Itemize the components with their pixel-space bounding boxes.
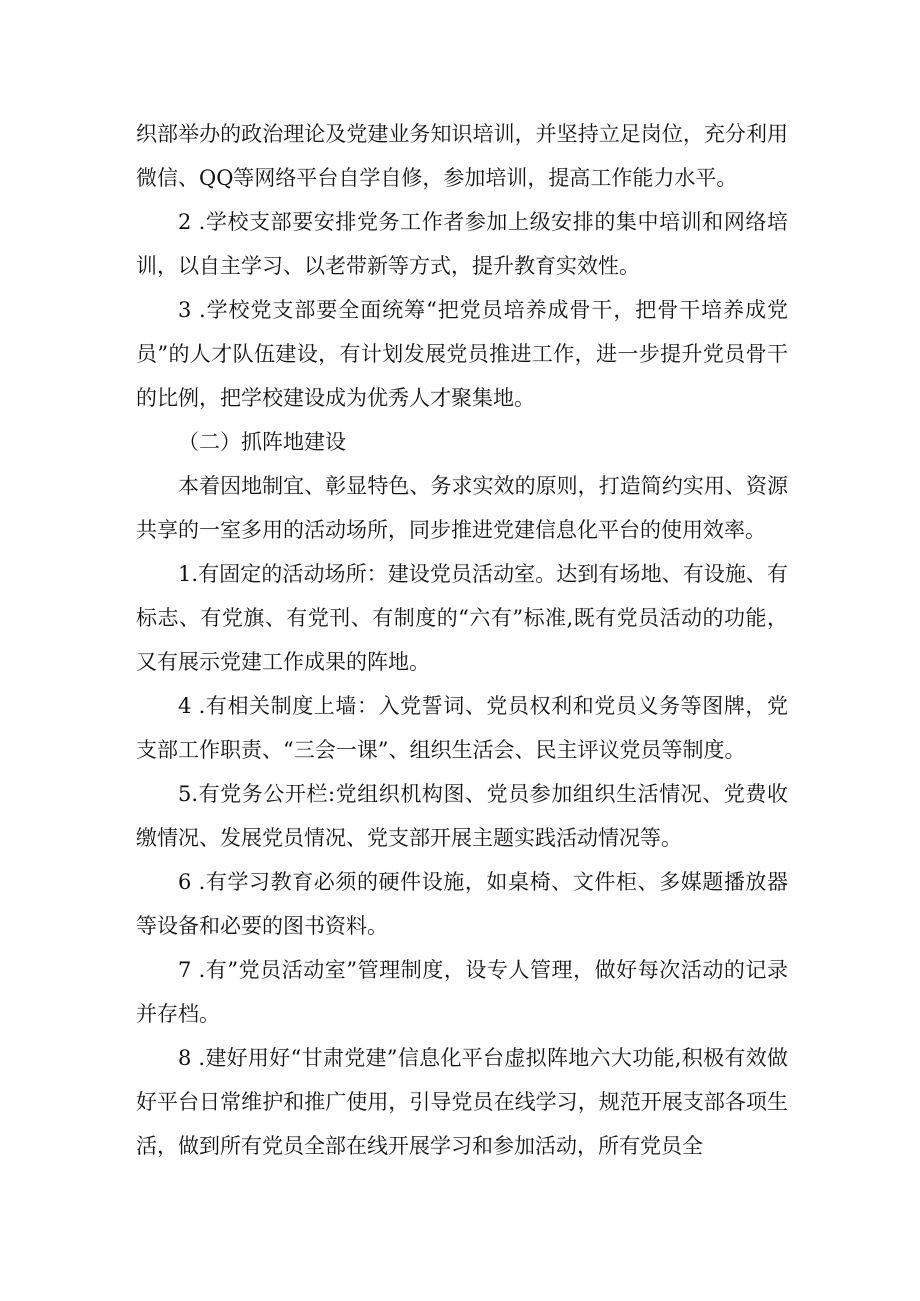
paragraph-item-2: 2 .学校支部要安排党务工作者参加上级安排的集中培训和网络培训，以自主学习、以老带新等方式，提升教育实效性。 [136,210,788,278]
paragraph-item-6-facilities: 6 .有学习教育必须的硬件设施，如桌椅、文件柜、多媒题播放器等设备和必要的图书资料。 [136,870,788,938]
paragraph-item-5-board: 5.有党务公开栏:党组织机构图、党员参加组织生活情况、党费收缴情况、发展党员情况、党支部开展主题实践活动情况等。 [136,782,788,850]
section-heading-position-building: （二）抓阵地建设 [178,430,346,454]
paragraph-item-7-management: 7 .有”党员活动室”管理制度，设专人管理，做好每次活动的记录并存档。 [136,958,788,1026]
paragraph-item-1-venue: 1.有固定的活动场所：建设党员活动室。达到有场地、有设施、有标志、有党旗、有党刊、有制度的“六有”标准,既有党员活动的功能，又有展示党建工作成果的阵地。 [136,562,788,674]
paragraph-principle: 本着因地制宜、彰显特色、务求实效的原则，打造简约实用、资源共享的一室多用的活动场所，同步推进党建信息化平台的使用效率。 [136,474,788,542]
paragraph-item-4-rules: 4 .有相关制度上墙：入党誓词、党员权利和党员义务等图牌，党支部工作职责、“三会一课”、组织生活会、民主评议党员等制度。 [136,694,788,762]
paragraph-item-8-platform: 8 .建好用好“甘肃党建”信息化平台虚拟阵地六大功能,积极有效做好平台日常维护和推广使用，引导党员在线学习，规范开展支部各项生活，做到所有党员全部在线开展学习和参加活动，所有党员全 [136,1046,788,1158]
paragraph-training-continued: 织部举办的政治理论及党建业务知识培训，并坚持立足岗位，充分利用微信、QQ等网络平台自学自修，参加培训，提高工作能力水平。 [136,122,788,190]
paragraph-item-3: 3 .学校党支部要全面统筹“把党员培养成骨干，把骨干培养成党员”的人才队伍建设，有计划发展党员推进工作，进一步提升党员骨干的比例，把学校建设成为优秀人才聚集地。 [136,298,788,410]
document-page [136,112,788,1168]
